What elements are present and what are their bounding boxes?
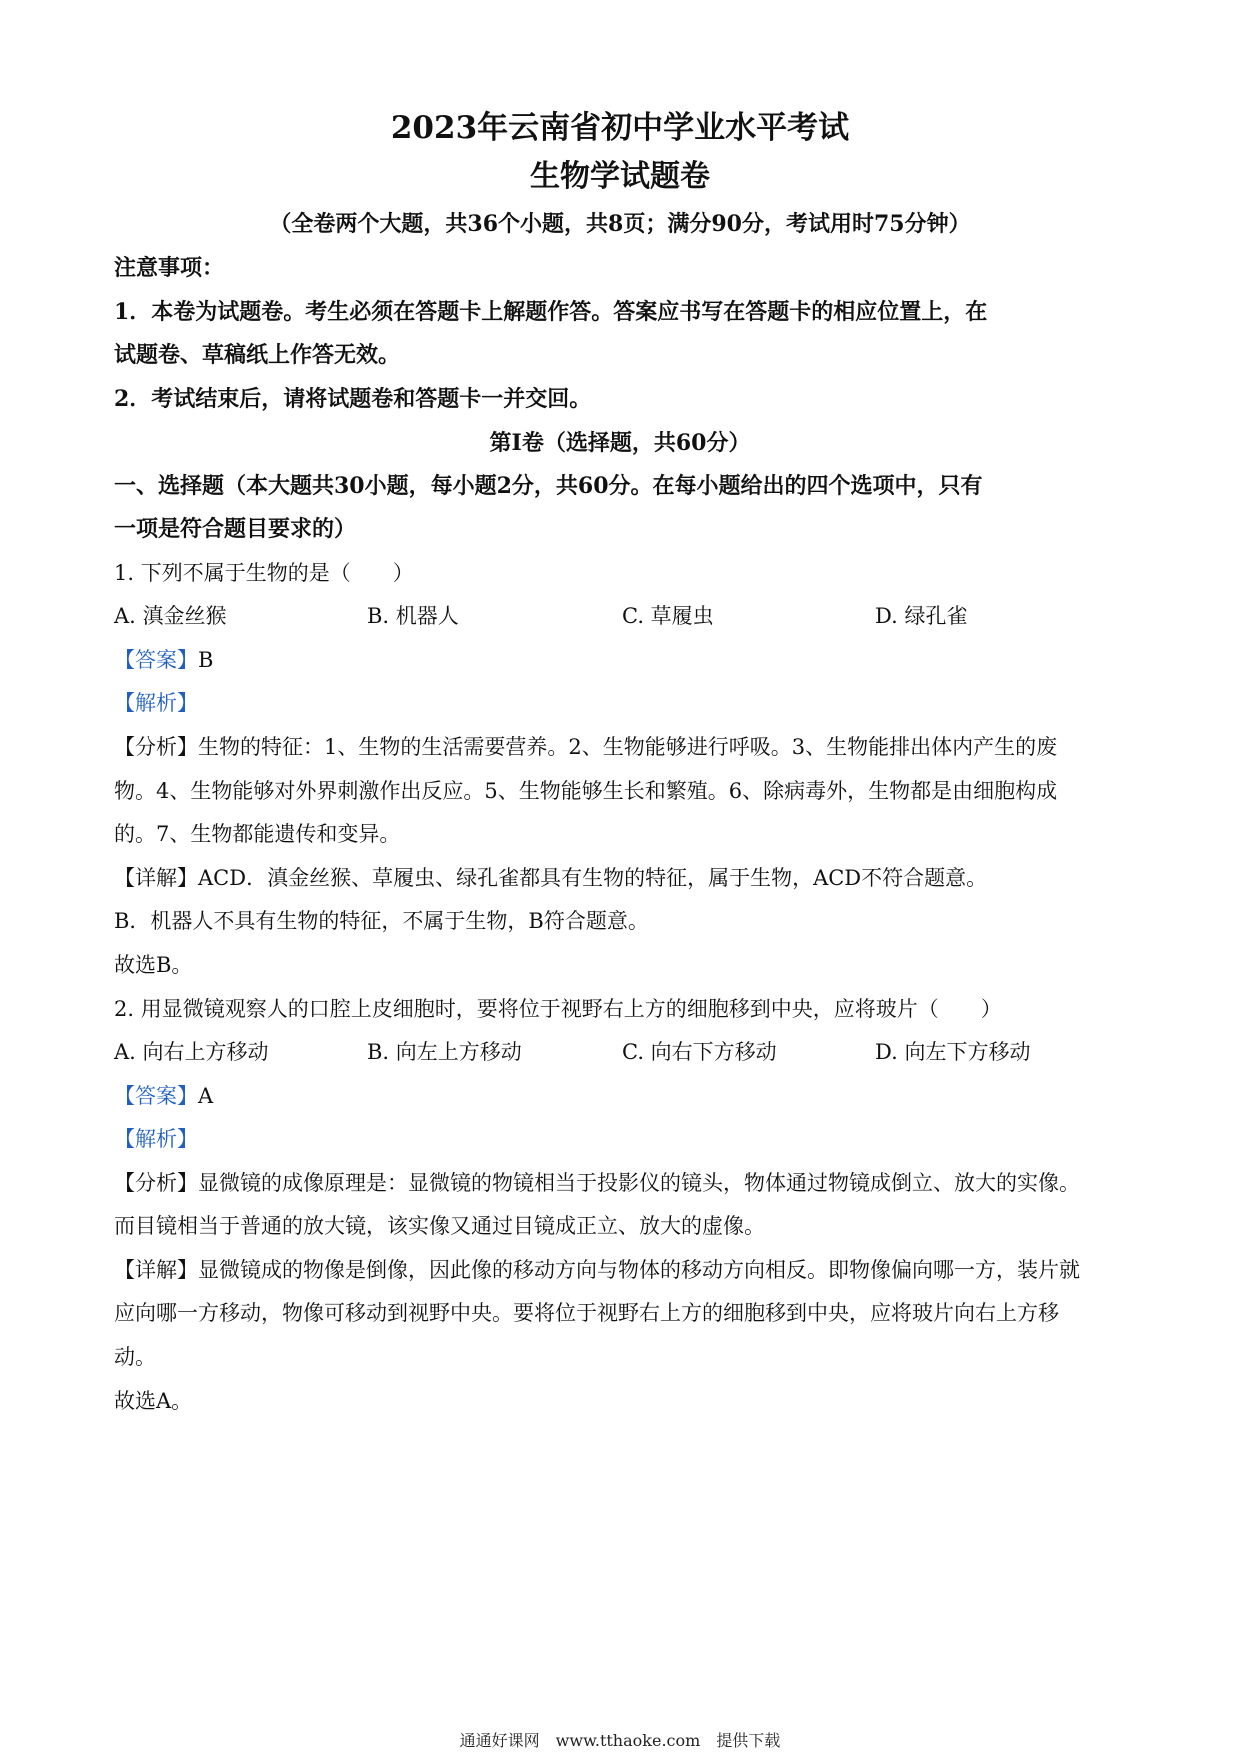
question-1-fenxi-line-1 [114,732,1057,762]
question-1-option-b: B. 机器人 [367,604,459,628]
question-2-xiangjie-line-3: 动。 [114,1345,156,1369]
exam-info: （全卷两个大题，共36个小题，共8页；满分90分，考试用时75分钟） [269,211,971,237]
fenxi-tag: 【分析】 [114,1171,198,1195]
fenxi-text: 显微镜的成像原理是：显微镜的物镜相当于投影仪的镜头，物体通过物镜成倒立、放大的实像。 [198,1171,1080,1195]
volume-title: 第I卷（选择题，共60分） [489,430,751,456]
question-1-xiangjie-line-1 [114,863,987,893]
question-2-conclusion: 故选A。 [114,1389,193,1413]
question-1-answer [114,645,213,675]
answer-value: B [198,648,214,672]
part-heading-line-2: 一项是符合题目要求的） [114,516,357,542]
question-2-analysis-tag: 【解析】 [114,1127,198,1151]
question-2-xiangjie-line-2: 应向哪一方移动，物像可移动到视野中央。要将位于视野右上方的细胞移到中央，应将玻片向右上方移 [114,1301,1059,1325]
question-2-stem: 2. 用显微镜观察人的口腔上皮细胞时，要将位于视野右上方的细胞移到中央，应将玻片（ ） [114,997,1002,1021]
xiangjie-tag: 【详解】 [114,1258,198,1282]
exam-subtitle: 生物学试题卷 [530,159,710,194]
notice-heading: 注意事项： [114,255,225,281]
question-1-option-c: C. 草履虫 [622,604,714,628]
fenxi-text: 生物的特征：1、生物的生活需要营养。2、生物能够进行呼吸。3、生物能排出体内产生的废 [198,735,1058,759]
question-1-xiangjie-line-2: B．机器人不具有生物的特征，不属于生物，B符合题意。 [114,909,649,933]
notice-item-2: 2．考试结束后，请将试题卷和答题卡一并交回。 [114,386,592,412]
answer-tag: 【答案】 [114,1084,198,1108]
question-2-answer [114,1081,213,1111]
question-2-fenxi-line-2: 而目镜相当于普通的放大镜，该实像又通过目镜成正立、放大的虚像。 [114,1214,765,1238]
exam-title: 2023年云南省初中学业水平考试 [390,110,850,146]
question-1-conclusion: 故选B。 [114,953,193,977]
question-1-option-a: A. 滇金丝猴 [114,604,227,628]
question-2-option-c: C. 向右下方移动 [622,1040,777,1064]
notice-item-1-line-2: 试题卷、草稿纸上作答无效。 [114,342,401,368]
part-heading-line-1: 一、选择题（本大题共30小题，每小题2分，共60分。在每小题给出的四个选项中，只有 [114,473,983,499]
question-2-option-b: B. 向左上方移动 [367,1040,522,1064]
page-footer: 通通好课网 www.tthaoke.com 提供下载 [459,1731,781,1750]
xiangjie-text: 显微镜成的物像是倒像，因此像的移动方向与物体的移动方向相反。即物像偏向哪一方，装片就 [198,1258,1080,1282]
question-1-fenxi-line-3: 的。7、生物都能遗传和变异。 [114,822,401,846]
notice-item-1-line-1: 1．本卷为试题卷。考生必须在答题卡上解题作答。答案应书写在答题卡的相应位置上，在 [114,299,988,325]
answer-value: A [198,1084,214,1108]
question-1-analysis-tag: 【解析】 [114,691,198,715]
xiangjie-text: ACD．滇金丝猴、草履虫、绿孔雀都具有生物的特征，属于生物，ACD不符合题意。 [198,866,988,890]
question-1-fenxi-line-2: 物。4、生物能够对外界刺激作出反应。5、生物能够生长和繁殖。6、除病毒外，生物都是由细胞构成 [114,779,1058,803]
question-2-option-a: A. 向右上方移动 [114,1040,269,1064]
question-2-fenxi-line-1 [114,1168,1080,1198]
answer-tag: 【答案】 [114,648,198,672]
question-2-xiangjie-line-1 [114,1255,1080,1285]
question-2-option-d: D. 向左下方移动 [875,1040,1031,1064]
question-1-option-d: D. 绿孔雀 [875,604,968,628]
xiangjie-tag: 【详解】 [114,866,198,890]
question-1-stem: 1. 下列不属于生物的是（ ） [114,561,414,585]
fenxi-tag: 【分析】 [114,735,198,759]
